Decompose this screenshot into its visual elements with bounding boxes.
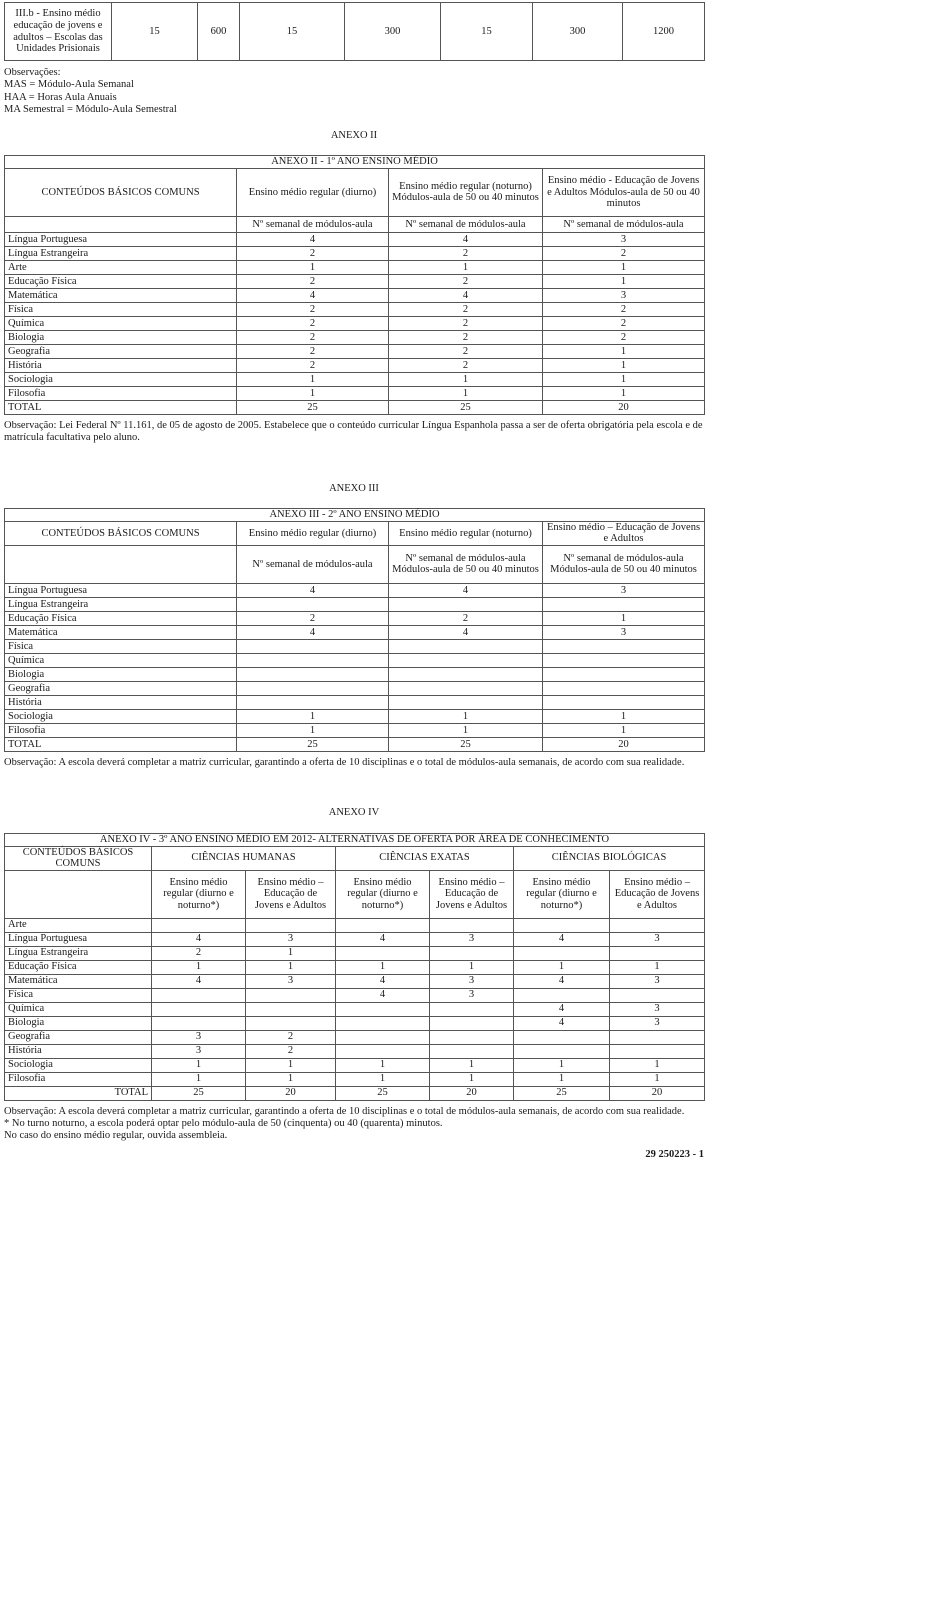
value-cell: 2	[237, 274, 389, 288]
value-cell	[237, 653, 389, 667]
table-row	[5, 625, 705, 639]
value-cell: 1	[152, 1072, 246, 1086]
value-cell	[514, 988, 610, 1002]
value-cell: 1	[543, 260, 705, 274]
table-row	[5, 372, 705, 386]
value-cell: 3	[610, 1016, 705, 1030]
value-cell: 4	[336, 974, 430, 988]
value-cell	[610, 988, 705, 1002]
value-cell: 4	[237, 288, 389, 302]
value-cell: 2	[237, 330, 389, 344]
table-row	[5, 653, 705, 667]
area-header: CIÊNCIAS HUMANAS	[152, 846, 336, 870]
subject-cell: Biologia	[5, 1016, 152, 1030]
subject-cell: Língua Portuguesa	[5, 583, 237, 597]
value-cell	[430, 1002, 514, 1016]
value-cell: 4	[152, 932, 246, 946]
table-row	[5, 260, 705, 274]
sub-header: Ensino médio – Educação de Jovens e Adultos	[246, 870, 336, 918]
subject-cell: Língua Portuguesa	[5, 232, 237, 246]
sub-header: Nº semanal de módulos-aula	[543, 216, 705, 232]
value-cell: 1	[543, 274, 705, 288]
value-cell	[152, 918, 246, 932]
annex2-rows	[5, 232, 705, 414]
sub-header: Nº semanal de módulos-aula	[389, 216, 543, 232]
subject-cell: Educação Física	[5, 611, 237, 625]
value-cell: 2	[389, 611, 543, 625]
value-cell: 3	[152, 1030, 246, 1044]
subject-cell: Educação Física	[5, 274, 237, 288]
table-row	[5, 288, 705, 302]
value-cell: 1	[610, 1058, 705, 1072]
value-cell	[389, 667, 543, 681]
top-cell: 300	[345, 3, 441, 61]
value-cell: 4	[514, 1002, 610, 1016]
value-cell	[543, 639, 705, 653]
annex4-notes	[4, 1106, 704, 1143]
value-cell: 4	[514, 932, 610, 946]
value-cell: 25	[389, 400, 543, 414]
value-cell: 1	[543, 372, 705, 386]
value-cell: 4	[336, 932, 430, 946]
value-cell: 4	[514, 1016, 610, 1030]
value-cell: 3	[610, 932, 705, 946]
table-row	[5, 597, 705, 611]
subject-cell: Língua Estrangeira	[5, 946, 152, 960]
value-cell	[336, 946, 430, 960]
value-cell: 1	[610, 1072, 705, 1086]
empty-cell	[5, 870, 152, 918]
value-cell: 1	[543, 358, 705, 372]
value-cell	[430, 1030, 514, 1044]
sub-header: Ensino médio regular (diurno e noturno*)	[336, 870, 430, 918]
annex2-note: Observação: Lei Federal Nº 11.161, de 05 de agosto de 2005. Estabelece que o conteúdo curricular Língua Espanhola passa a ser de oferta obrigatória pela escola e de matrícula facultativa pelo aluno.	[4, 419, 703, 444]
value-cell: 2	[389, 246, 543, 260]
value-cell	[237, 681, 389, 695]
table-row	[5, 988, 705, 1002]
subject-cell: Língua Estrangeira	[5, 597, 237, 611]
subject-cell: Educação Física	[5, 960, 152, 974]
value-cell: 1	[514, 1058, 610, 1072]
table-row	[5, 274, 705, 288]
value-cell: 2	[543, 246, 705, 260]
value-cell	[336, 1030, 430, 1044]
value-cell: 2	[246, 1030, 336, 1044]
column-header: Ensino médio regular (diurno)	[237, 168, 389, 216]
value-cell: 1	[543, 344, 705, 358]
subject-cell: Língua Estrangeira	[5, 246, 237, 260]
value-cell: 1	[543, 386, 705, 400]
value-cell: 25	[336, 1086, 430, 1100]
table-row	[5, 611, 705, 625]
value-cell: 2	[543, 302, 705, 316]
value-cell: 3	[246, 974, 336, 988]
value-cell	[389, 681, 543, 695]
table-row	[5, 737, 705, 751]
table-row	[5, 681, 705, 695]
value-cell: 2	[389, 344, 543, 358]
table-row	[5, 695, 705, 709]
table-row	[5, 358, 705, 372]
value-cell	[610, 1030, 705, 1044]
value-cell: 1	[389, 723, 543, 737]
value-cell	[389, 597, 543, 611]
document-page	[4, 0, 704, 1161]
subject-cell: Filosofia	[5, 1072, 152, 1086]
annex3-title: ANEXO III	[329, 482, 379, 494]
subject-cell: Filosofia	[5, 386, 237, 400]
value-cell: 3	[543, 232, 705, 246]
table-row	[5, 974, 705, 988]
table-row	[5, 1002, 705, 1016]
annex4-title: ANEXO IV	[328, 807, 380, 819]
subject-cell: TOTAL	[5, 737, 237, 751]
top-cell: 15	[112, 3, 198, 61]
value-cell: 2	[237, 246, 389, 260]
value-cell: 1	[430, 1058, 514, 1072]
page-footer: 29 250223 - 1	[645, 1148, 704, 1160]
table-row	[5, 386, 705, 400]
value-cell	[152, 988, 246, 1002]
value-cell	[430, 946, 514, 960]
value-cell	[237, 695, 389, 709]
value-cell: 4	[389, 583, 543, 597]
annex4-table-title: ANEXO IV - 3º ANO ENSINO MÉDIO EM 2012- ALTERNATIVAS DE OFERTA POR ÁREA DE CONHECIMENTO	[5, 834, 705, 847]
table-row	[5, 709, 705, 723]
observations	[4, 67, 704, 117]
value-cell	[336, 1044, 430, 1058]
value-cell: 25	[237, 737, 389, 751]
value-cell	[514, 918, 610, 932]
value-cell: 25	[237, 400, 389, 414]
annex4-note: * No turno noturno, a escola poderá optar pelo módulo-aula de 50 (cinquenta) ou 40 (quarenta) minutos.	[4, 1118, 443, 1130]
value-cell	[237, 667, 389, 681]
value-cell: 1	[514, 1072, 610, 1086]
value-cell: 2	[389, 330, 543, 344]
table-row	[5, 400, 705, 414]
table-row	[5, 344, 705, 358]
value-cell	[246, 918, 336, 932]
subject-cell: Química	[5, 316, 237, 330]
subject-cell: Matemática	[5, 974, 152, 988]
table-row	[5, 723, 705, 737]
value-cell: 1	[336, 1072, 430, 1086]
value-cell: 20	[430, 1086, 514, 1100]
subject-cell: Sociologia	[5, 709, 237, 723]
value-cell	[514, 946, 610, 960]
value-cell	[430, 1016, 514, 1030]
value-cell: 4	[389, 625, 543, 639]
value-cell: 1	[389, 386, 543, 400]
subject-cell: Sociologia	[5, 372, 237, 386]
value-cell	[152, 1016, 246, 1030]
value-cell: 3	[543, 288, 705, 302]
annex3-table	[4, 508, 705, 752]
subject-cell: Geografia	[5, 344, 237, 358]
value-cell: 2	[152, 946, 246, 960]
value-cell: 2	[389, 358, 543, 372]
value-cell	[543, 597, 705, 611]
subject-cell: História	[5, 695, 237, 709]
value-cell: 1	[237, 260, 389, 274]
value-cell: 25	[152, 1086, 246, 1100]
value-cell: 3	[543, 583, 705, 597]
table-row	[5, 1072, 705, 1086]
value-cell	[543, 681, 705, 695]
annex4-note: No caso do ensino médio regular, ouvida assembleia.	[4, 1130, 228, 1142]
value-cell	[389, 639, 543, 653]
value-cell	[246, 988, 336, 1002]
value-cell: 3	[246, 932, 336, 946]
annex3-note: Observação: A escola deverá completar a matriz curricular, garantindo a oferta de 10 disciplinas e o total de módulos-aula semanais, de acordo com sua realidade.	[4, 756, 685, 768]
value-cell: 4	[237, 625, 389, 639]
value-cell: 1	[246, 946, 336, 960]
table-row	[5, 302, 705, 316]
sub-header: Ensino médio – Educação de Jovens e Adultos	[430, 870, 514, 918]
subject-cell: Física	[5, 302, 237, 316]
subject-cell: Matemática	[5, 625, 237, 639]
value-cell	[514, 1044, 610, 1058]
value-cell	[610, 918, 705, 932]
value-cell	[430, 918, 514, 932]
area-header: CIÊNCIAS EXATAS	[336, 846, 514, 870]
sub-header: Ensino médio regular (diurno e noturno*)	[152, 870, 246, 918]
value-cell: 1	[246, 1058, 336, 1072]
annex3-rows	[5, 583, 705, 751]
subject-cell: História	[5, 1044, 152, 1058]
value-cell: 2	[246, 1044, 336, 1058]
observation-line: MA Semestral = Módulo-Aula Semestral	[4, 104, 177, 116]
table-row	[5, 246, 705, 260]
top-cell: 15	[240, 3, 345, 61]
value-cell: 2	[543, 330, 705, 344]
value-cell: 20	[543, 737, 705, 751]
column-header: Ensino médio regular (noturno) Módulos-aula de 50 ou 40 minutos	[389, 168, 543, 216]
value-cell: 4	[237, 583, 389, 597]
table-row	[5, 946, 705, 960]
value-cell: 2	[237, 302, 389, 316]
value-cell: 2	[389, 316, 543, 330]
table-row	[5, 667, 705, 681]
observation-line: MAS = Módulo-Aula Semanal	[4, 79, 134, 91]
subject-cell: Física	[5, 639, 237, 653]
value-cell	[543, 653, 705, 667]
value-cell	[389, 653, 543, 667]
top-cell: 1200	[623, 3, 705, 61]
annex4-note: Observação: A escola deverá completar a matriz curricular, garantindo a oferta de 10 disciplinas e o total de módulos-aula semanais, de acordo com sua realidade.	[4, 1105, 685, 1117]
subject-cell: Língua Portuguesa	[5, 932, 152, 946]
value-cell: 2	[389, 302, 543, 316]
sub-header: Nº semanal de módulos-aula	[237, 216, 389, 232]
top-table	[4, 2, 705, 61]
value-cell: 1	[543, 611, 705, 625]
column-header: CONTEÚDOS BÁSICOS COMUNS	[5, 846, 152, 870]
annex2-table	[4, 155, 705, 415]
value-cell	[336, 1002, 430, 1016]
value-cell: 1	[336, 960, 430, 974]
subject-cell: Química	[5, 653, 237, 667]
observation-line: HAA = Horas Aula Anuais	[4, 91, 117, 103]
value-cell: 2	[237, 358, 389, 372]
column-header: Ensino médio regular (diurno)	[237, 521, 389, 545]
value-cell: 1	[610, 960, 705, 974]
column-header: Ensino médio – Educação de Jovens e Adultos	[543, 521, 705, 545]
annex3-table-title: ANEXO III - 2º ANO ENSINO MÉDIO	[5, 509, 705, 522]
subject-cell: Matemática	[5, 288, 237, 302]
value-cell	[152, 1002, 246, 1016]
value-cell: 2	[543, 316, 705, 330]
value-cell: 1	[237, 372, 389, 386]
table-row	[5, 1016, 705, 1030]
table-row	[5, 1044, 705, 1058]
value-cell: 1	[430, 960, 514, 974]
value-cell	[514, 1030, 610, 1044]
value-cell: 1	[543, 723, 705, 737]
annex2-table-title: ANEXO II - 1º ANO ENSINO MÉDIO	[5, 156, 705, 169]
value-cell: 1	[430, 1072, 514, 1086]
column-header: CONTEÚDOS BÁSICOS COMUNS	[5, 168, 237, 216]
subject-cell: Arte	[5, 918, 152, 932]
value-cell: 4	[152, 974, 246, 988]
empty-cell	[5, 216, 237, 232]
value-cell: 1	[543, 709, 705, 723]
value-cell: 4	[336, 988, 430, 1002]
value-cell	[389, 695, 543, 709]
value-cell: 25	[389, 737, 543, 751]
subject-cell: Geografia	[5, 681, 237, 695]
value-cell: 2	[237, 344, 389, 358]
table-row	[5, 316, 705, 330]
value-cell: 2	[389, 274, 543, 288]
column-header: Ensino médio regular (noturno)	[389, 521, 543, 545]
value-cell: 4	[237, 232, 389, 246]
value-cell: 1	[237, 723, 389, 737]
table-row	[5, 1058, 705, 1072]
subject-cell: História	[5, 358, 237, 372]
value-cell: 2	[237, 611, 389, 625]
value-cell	[543, 695, 705, 709]
value-cell: 3	[430, 974, 514, 988]
subject-cell: Biologia	[5, 330, 237, 344]
sub-header: Ensino médio regular (diurno e noturno*)	[514, 870, 610, 918]
subject-cell: Filosofia	[5, 723, 237, 737]
value-cell: 20	[543, 400, 705, 414]
table-row	[5, 918, 705, 932]
value-cell	[610, 946, 705, 960]
value-cell: 1	[237, 386, 389, 400]
sub-header: Nº semanal de módulos-aula	[237, 545, 389, 583]
subject-cell: Física	[5, 988, 152, 1002]
table-row	[5, 960, 705, 974]
value-cell: 3	[430, 988, 514, 1002]
value-cell: 1	[246, 960, 336, 974]
top-cell: 600	[198, 3, 240, 61]
value-cell: 4	[514, 974, 610, 988]
value-cell: 4	[389, 232, 543, 246]
value-cell	[336, 918, 430, 932]
sub-header: Ensino médio – Educação de Jovens e Adultos	[610, 870, 705, 918]
value-cell: 20	[246, 1086, 336, 1100]
sub-header: Nº semanal de módulos-aula Módulos-aula de 50 ou 40 minutos	[543, 545, 705, 583]
value-cell: 3	[610, 974, 705, 988]
value-cell: 1	[389, 709, 543, 723]
value-cell: 3	[610, 1002, 705, 1016]
subject-cell: Geografia	[5, 1030, 152, 1044]
value-cell: 4	[389, 288, 543, 302]
table-row	[5, 1086, 705, 1100]
value-cell: 1	[389, 260, 543, 274]
subject-cell: Arte	[5, 260, 237, 274]
value-cell: 1	[237, 709, 389, 723]
subject-cell: TOTAL	[5, 400, 237, 414]
value-cell	[430, 1044, 514, 1058]
value-cell	[246, 1016, 336, 1030]
subject-cell: Sociologia	[5, 1058, 152, 1072]
value-cell: 1	[152, 1058, 246, 1072]
column-header: Ensino médio - Educação de Jovens e Adultos Módulos-aula de 50 ou 40 minutos	[543, 168, 705, 216]
value-cell	[246, 1002, 336, 1016]
value-cell: 3	[543, 625, 705, 639]
value-cell	[336, 1016, 430, 1030]
top-cell: 15	[441, 3, 533, 61]
value-cell: 3	[152, 1044, 246, 1058]
value-cell: 1	[336, 1058, 430, 1072]
value-cell	[237, 597, 389, 611]
value-cell: 20	[610, 1086, 705, 1100]
value-cell: 1	[246, 1072, 336, 1086]
annex2-title: ANEXO II	[330, 129, 378, 141]
value-cell: 1	[152, 960, 246, 974]
value-cell	[237, 639, 389, 653]
subject-cell: Química	[5, 1002, 152, 1016]
value-cell	[543, 667, 705, 681]
area-header: CIÊNCIAS BIOLÓGICAS	[514, 846, 705, 870]
value-cell: 2	[237, 316, 389, 330]
top-cell: 300	[533, 3, 623, 61]
empty-cell	[5, 545, 237, 583]
top-row-label: III.b - Ensino médio educação de jovens e adultos – Escolas das Unidades Prisionais	[5, 3, 112, 61]
value-cell: 3	[430, 932, 514, 946]
annex4-rows	[5, 918, 705, 1100]
table-row	[5, 932, 705, 946]
column-header: CONTEÚDOS BÁSICOS COMUNS	[5, 521, 237, 545]
table-row	[5, 583, 705, 597]
value-cell	[610, 1044, 705, 1058]
observations-heading: Observações:	[4, 67, 61, 78]
sub-header: Nº semanal de módulos-aula Módulos-aula de 50 ou 40 minutos	[389, 545, 543, 583]
table-row	[5, 330, 705, 344]
table-row	[5, 232, 705, 246]
table-row	[5, 1030, 705, 1044]
subject-cell: Biologia	[5, 667, 237, 681]
subject-cell: TOTAL	[5, 1086, 152, 1100]
value-cell: 25	[514, 1086, 610, 1100]
annex4-table	[4, 833, 705, 1101]
value-cell: 1	[389, 372, 543, 386]
value-cell: 1	[514, 960, 610, 974]
table-row	[5, 639, 705, 653]
